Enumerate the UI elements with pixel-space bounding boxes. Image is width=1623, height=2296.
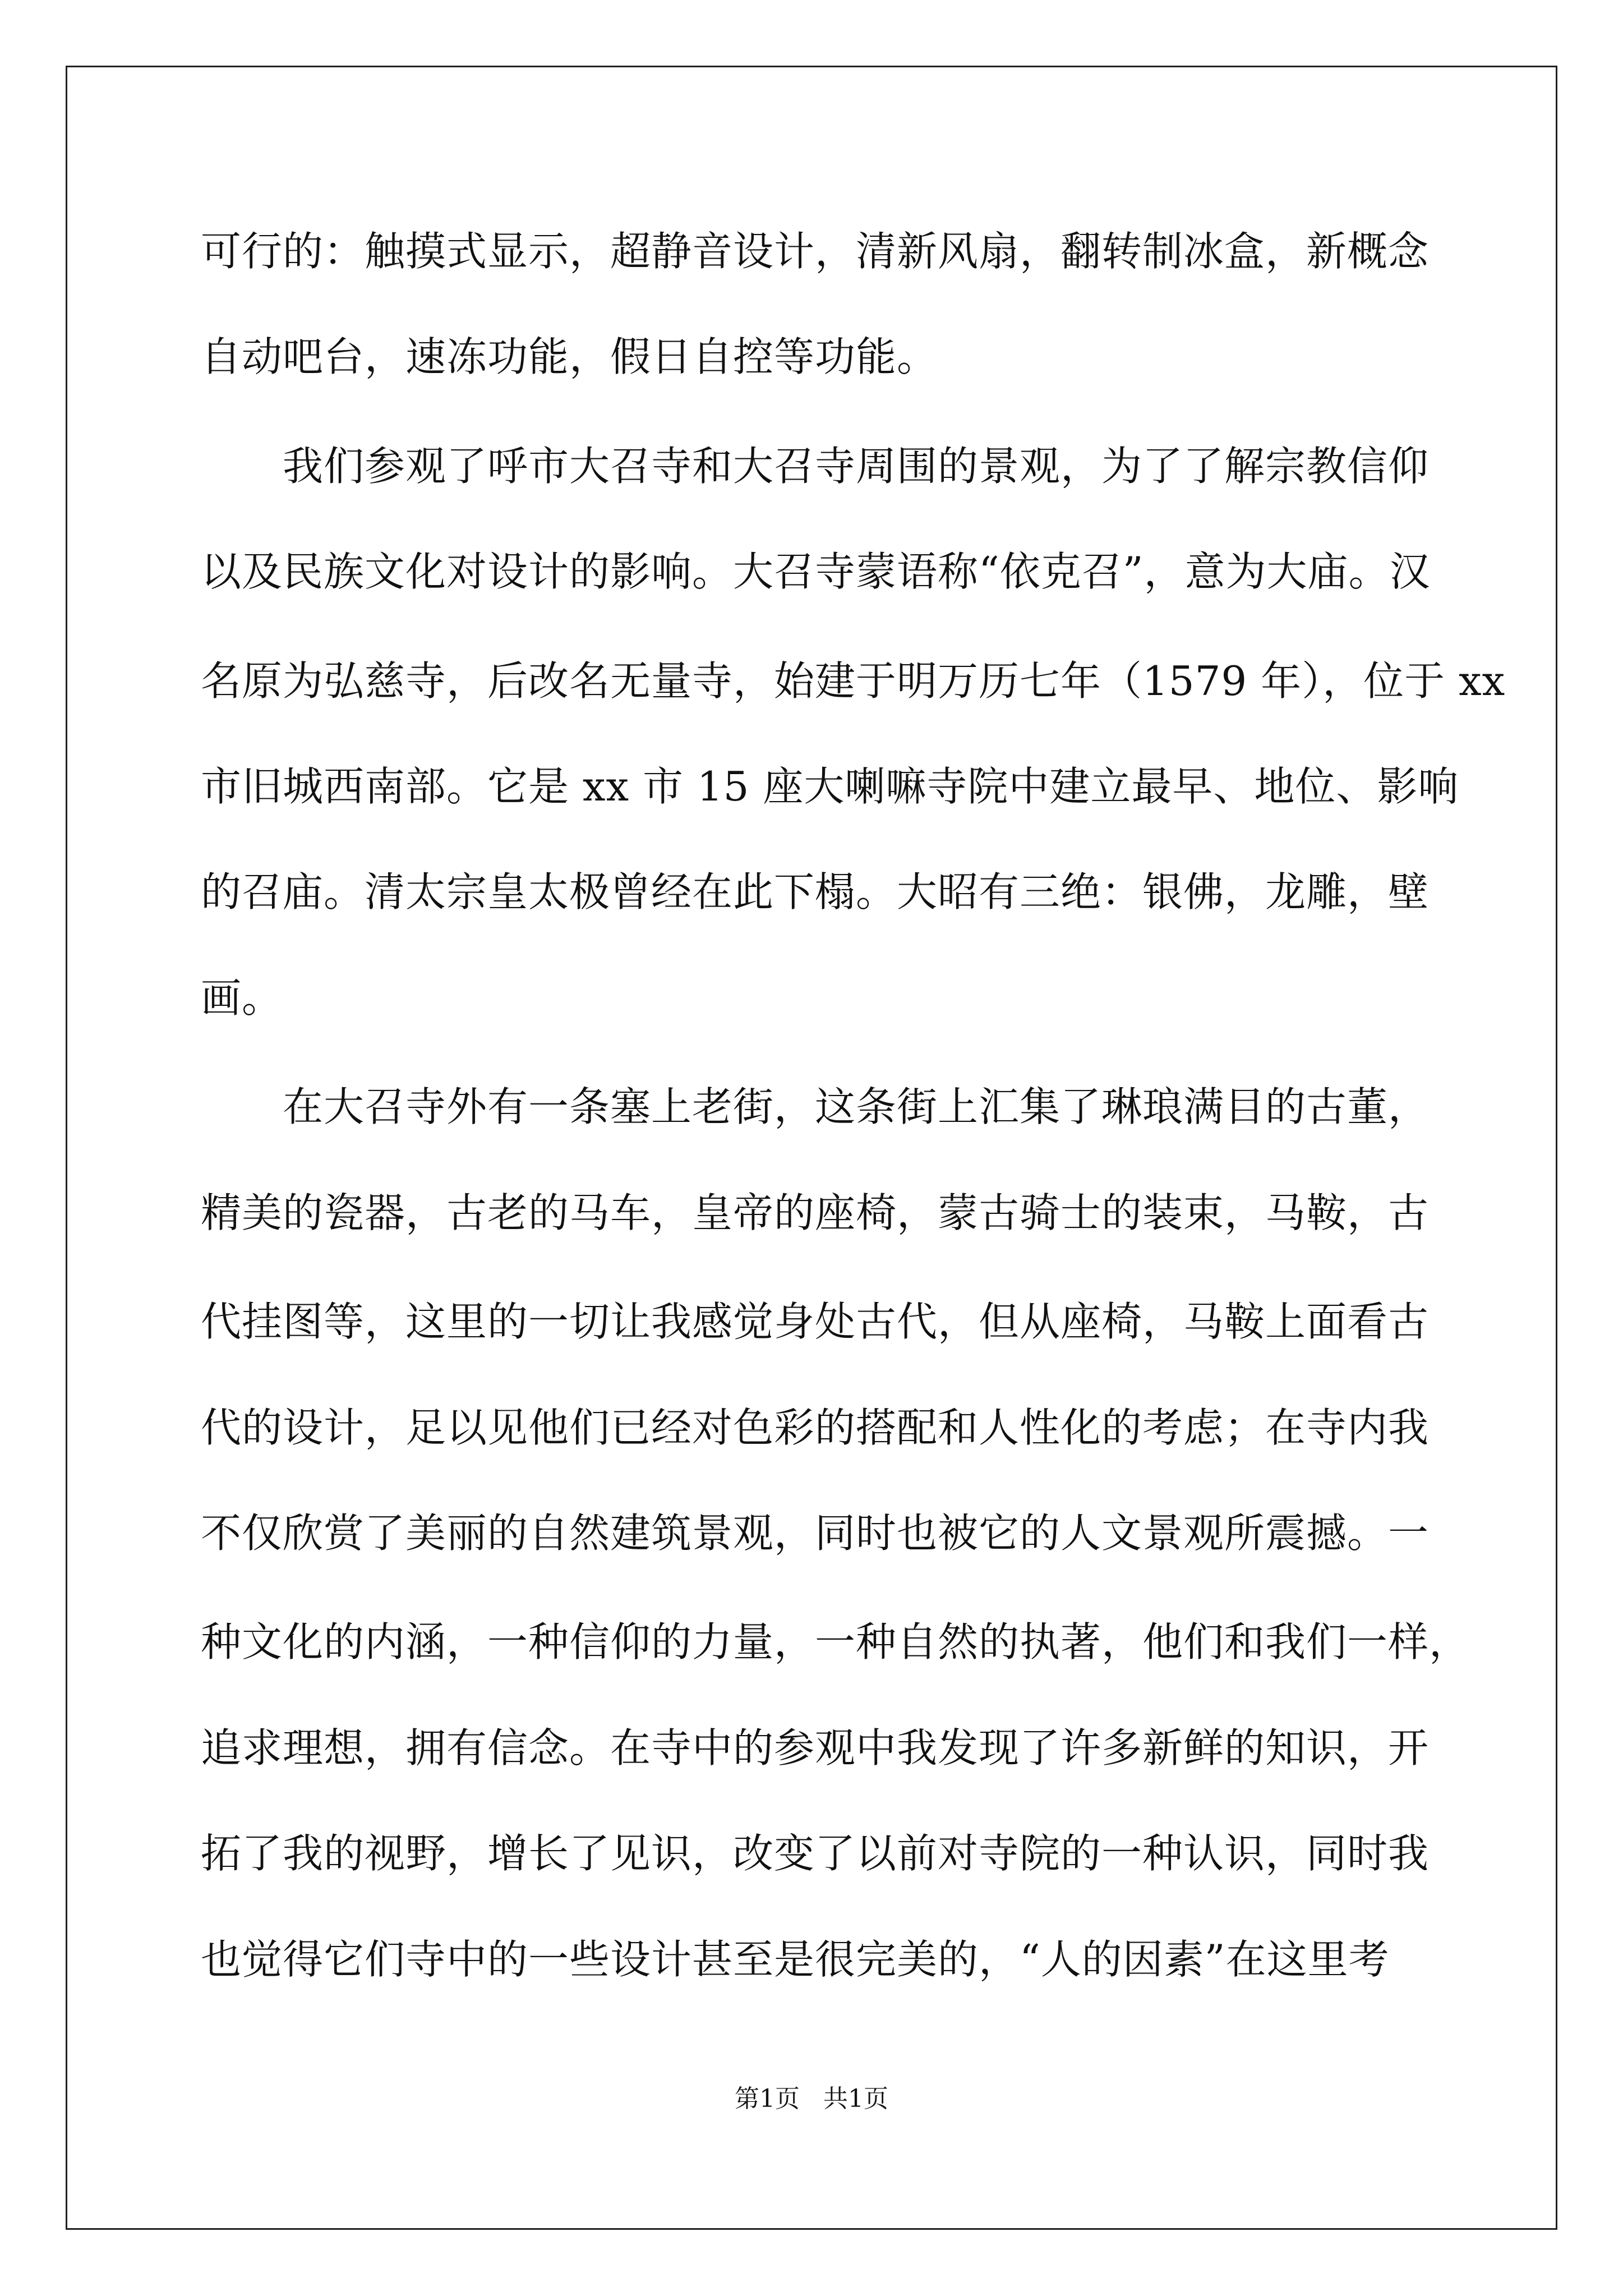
- body-text-line: 在大召寺外有一条塞上老街，这条街上汇集了琳琅满目的古董，: [201, 1083, 1430, 1130]
- body-text-line: 市旧城西南部。它是 xx 市 15 座大喇嘛寺院中建立最早、地位、影响: [201, 763, 1459, 810]
- body-text-line: 代挂图等，这里的一切让我感觉身处古代，但从座椅，马鞍上面看古: [201, 1298, 1430, 1345]
- body-text-line: 精美的瓷器，古老的马车，皇帝的座椅，蒙古骑士的装束，马鞍，古: [201, 1189, 1430, 1236]
- body-text-line: 代的设计，足以见他们已经对色彩的搭配和人性化的考虑；在寺内我: [201, 1404, 1430, 1451]
- body-text-line: 画。: [201, 974, 283, 1022]
- body-text-line: 种文化的内涵，一种信仰的力量，一种自然的执著，他们和我们一样，: [201, 1618, 1470, 1665]
- body-text-line: 自动吧台，速冻功能，假日自控等功能。: [201, 333, 938, 380]
- body-text-line: 也觉得它们寺中的一些设计甚至是很完美的，“人的因素”在这里考: [201, 1936, 1390, 1983]
- page-number-footer: 第1页 共1页: [735, 2085, 888, 2113]
- body-text-line: 以及民族文化对设计的影响。大召寺蒙语称“依克召”，意为大庙。汉: [201, 548, 1431, 595]
- page-border: [66, 66, 1557, 2230]
- body-text-line: 我们参观了呼市大召寺和大召寺周围的景观，为了了解宗教信仰: [201, 443, 1430, 490]
- body-text-line: 拓了我的视野，增长了见识，改变了以前对寺院的一种认识，同时我: [201, 1830, 1430, 1877]
- body-text-line: 的召庙。清太宗皇太极曾经在此下榻。大昭有三绝：银佛，龙雕，壁: [201, 868, 1430, 915]
- body-text-line: 名原为弘慈寺，后改名无量寺，始建于明万历七年（1579 年），位于 xx: [201, 657, 1506, 705]
- body-text-line: 可行的：触摸式显示，超静音设计，清新风扇，翻转制冰盒，新概念: [201, 228, 1430, 275]
- body-text-line: 追求理想，拥有信念。在寺中的参观中我发现了许多新鲜的知识，开: [201, 1724, 1430, 1772]
- body-text-line: 不仅欣赏了美丽的自然建筑景观，同时也被它的人文景观所震撼。一: [201, 1510, 1430, 1557]
